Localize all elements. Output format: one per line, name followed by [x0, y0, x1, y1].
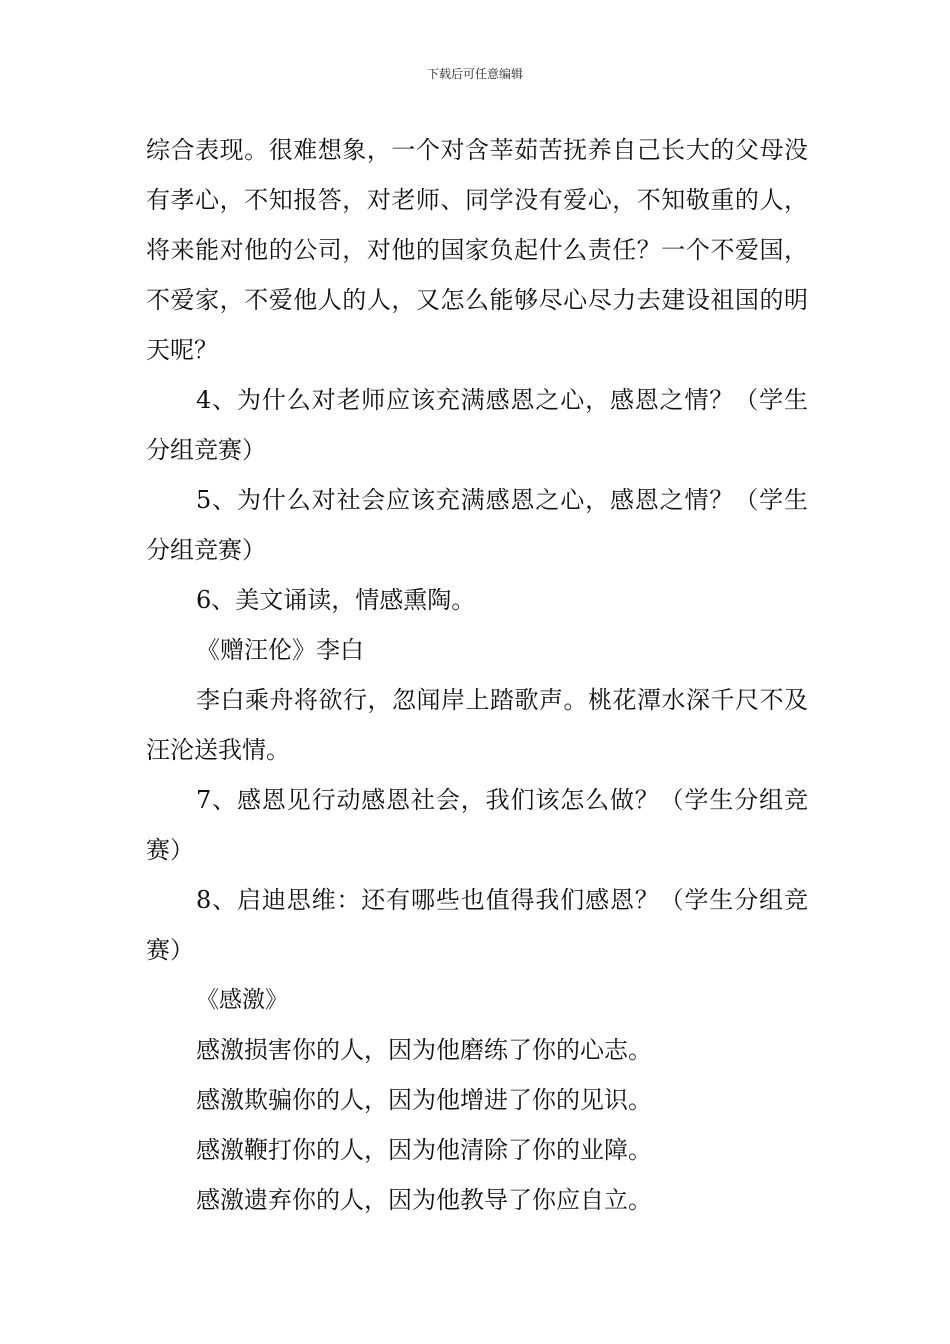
gratitude-line-1: 感激损害你的人，因为他磨练了你的心志。 — [196, 1036, 652, 1064]
item-6: 6、美文诵读，情感熏陶。 — [196, 586, 476, 614]
question-4: 4、为什么对老师应该充满感恩之心，感恩之情？（学生分组竞赛） — [146, 386, 808, 464]
poem-text: 李白乘舟将欲行，忽闻岸上踏歌声。桃花潭水深千尺不及汪沦送我情。 — [146, 686, 808, 764]
gratitude-line-4: 感激遗弃你的人，因为他教导了你应自立。 — [196, 1186, 652, 1214]
document-body — [146, 125, 808, 1225]
page-header: 下载后可任意编辑 — [426, 67, 523, 81]
gratitude-line-3: 感激鞭打你的人，因为他清除了你的业障。 — [196, 1136, 652, 1164]
question-5: 5、为什么对社会应该充满感恩之心，感恩之情？（学生分组竞赛） — [146, 486, 808, 564]
question-7: 7、感恩见行动感恩社会，我们该怎么做？（学生分组竞赛） — [146, 786, 808, 864]
paragraph-continuation: 综合表现。很难想象，一个对含莘茹苦抚养自己长大的父母没有孝心，不知报答，对老师、同学没有爱心，不知敬重的人，将来能对他的公司，对他的国家负起什么责任？一个不爱国，不爱家，不爱他人的人，又怎么能够尽心尽力去建设祖国的明天呢？ — [146, 136, 808, 364]
essay-title: 《感激》 — [196, 987, 288, 1013]
gratitude-line-2: 感激欺骗你的人，因为他增进了你的见识。 — [196, 1086, 652, 1114]
poem-title: 《赠汪伦》李白 — [196, 636, 364, 664]
question-8: 8、启迪思维：还有哪些也值得我们感恩？（学生分组竞赛） — [146, 886, 808, 964]
